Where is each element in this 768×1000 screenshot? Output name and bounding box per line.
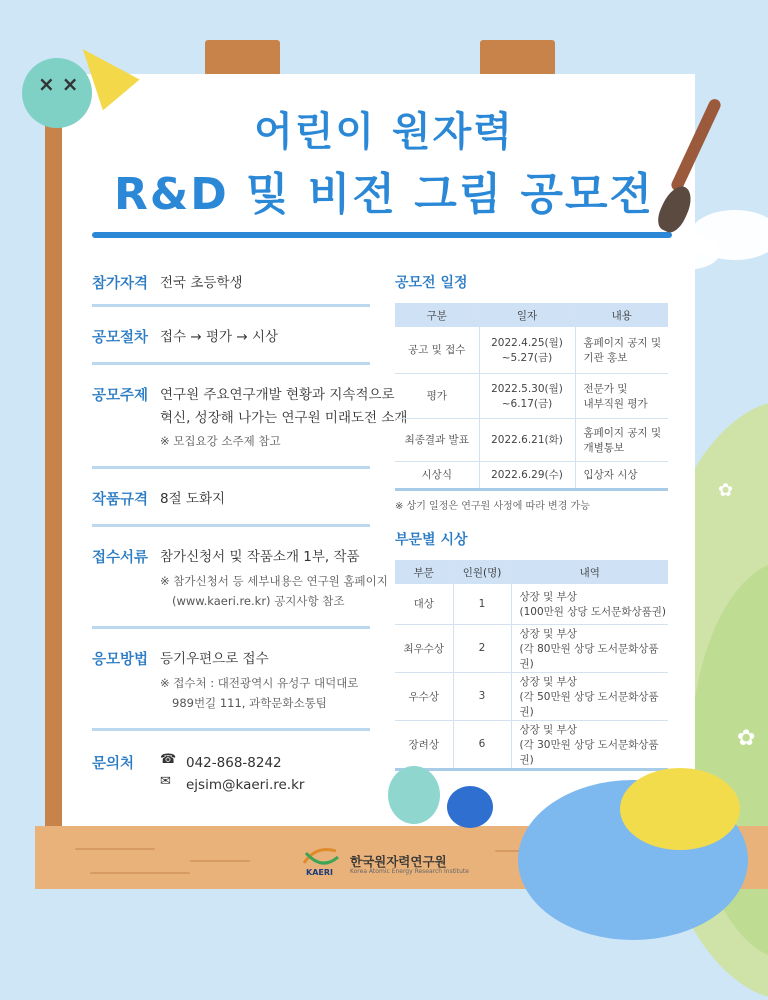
schedule-cell xyxy=(479,373,575,418)
method-note2: 989번길 111, 과학문화소통팀 xyxy=(172,696,327,710)
email-icon: ✉ xyxy=(160,774,171,789)
poster-title-line1: 어린이 원자력 xyxy=(254,109,514,155)
awards-header-cat: 부문 xyxy=(395,560,453,584)
eligibility-label: 참가자격 xyxy=(92,276,149,292)
divider xyxy=(92,466,370,469)
flower-icon: ✿ xyxy=(718,480,734,501)
awards-cell: 우수상 xyxy=(395,672,453,720)
awards-cell: 1 xyxy=(453,584,511,624)
schedule-desc: 내부직원 평가 xyxy=(583,397,648,410)
schedule-cell xyxy=(479,327,575,373)
schedule-cell: 2022.6.29(수) xyxy=(479,461,575,489)
documents-label: 접수서류 xyxy=(92,550,149,566)
flower-icon: ✿ xyxy=(737,726,756,751)
table-row xyxy=(395,720,668,769)
schedule-date: 2022.5.30(월) xyxy=(491,382,563,395)
logo-text: KAERI xyxy=(306,868,333,877)
awards-desc: 상장 및 부상 xyxy=(519,590,577,603)
table-row xyxy=(395,418,668,461)
table-row xyxy=(395,327,668,373)
theme-line2: 혁신, 성장해 나가는 연구원 미래도전 소개 xyxy=(160,410,408,426)
table-row xyxy=(395,584,668,624)
schedule-desc: 기관 홍보 xyxy=(583,351,628,364)
awards-title: 부문별 시상 xyxy=(395,532,468,548)
documents-note2: (www.kaeri.re.kr) 공지사항 참조 xyxy=(172,594,345,608)
kaeri-logo-icon xyxy=(296,843,344,877)
method-note1: ※ 접수처 : 대전광역시 유성구 대덕대로 xyxy=(160,676,359,690)
awards-cell: 3 xyxy=(453,672,511,720)
awards-cell: 최우수상 xyxy=(395,624,453,672)
awards-cell: 2 xyxy=(453,624,511,672)
wood-grain xyxy=(90,872,190,874)
schedule-date: ~6.17(금) xyxy=(501,397,553,410)
awards-table xyxy=(395,560,668,771)
contact-label: 문의처 xyxy=(92,756,135,772)
schedule-note: ※ 상기 일정은 연구원 사정에 따라 변경 가능 xyxy=(395,501,590,512)
phone-icon: ☎ xyxy=(160,752,177,767)
divider xyxy=(92,626,370,629)
awards-desc: (각 50만원 상당 도서문화상품권) xyxy=(519,690,659,718)
awards-desc: 상장 및 부상 xyxy=(519,723,577,736)
easel-top-left xyxy=(205,40,280,76)
org-name: 한국원자력연구원 xyxy=(350,854,447,869)
spec-text: 8절 도화지 xyxy=(160,491,226,507)
divider xyxy=(92,524,370,527)
awards-desc: (100만원 상당 도서문화상품권) xyxy=(519,605,666,618)
table-row xyxy=(395,461,668,489)
procedure-text: 접수 → 평가 → 시상 xyxy=(160,329,279,345)
schedule-date: ~5.27(금) xyxy=(501,351,553,364)
divider xyxy=(92,304,370,307)
awards-desc: 상장 및 부상 xyxy=(519,627,577,640)
awards-header-desc: 내역 xyxy=(511,560,668,584)
schedule-header-date: 일자 xyxy=(479,303,575,327)
schedule-table xyxy=(395,303,668,491)
awards-cell xyxy=(511,624,668,672)
procedure-label: 공모절차 xyxy=(92,330,149,346)
spec-label: 작품규격 xyxy=(92,492,149,508)
yellow-hat-icon xyxy=(620,768,740,850)
theme-line1: 연구원 주요연구개발 현황과 지속적으로 xyxy=(160,387,395,403)
awards-cell: 대상 xyxy=(395,584,453,624)
schedule-desc: 개별통보 xyxy=(583,441,625,454)
method-text: 등기우편으로 접수 xyxy=(160,651,269,667)
schedule-cell: 최종결과 발표 xyxy=(395,418,479,461)
easel-top-right xyxy=(480,40,555,76)
contact-phone[interactable]: 042-868-8242 xyxy=(186,755,282,771)
method-label: 응모방법 xyxy=(92,652,149,668)
contact-email[interactable]: ejsim@kaeri.re.kr xyxy=(186,777,305,793)
schedule-cell: 입상자 시상 xyxy=(575,461,668,489)
wood-grain xyxy=(75,848,155,850)
awards-desc: (각 30만원 상당 도서문화상품권) xyxy=(519,738,659,766)
schedule-cell xyxy=(575,327,668,373)
schedule-desc: 홈페이지 공지 및 xyxy=(583,336,662,349)
awards-cell xyxy=(511,672,668,720)
character-mascot-small xyxy=(388,766,440,824)
schedule-cell: 공고 및 접수 xyxy=(395,327,479,373)
table-row xyxy=(395,373,668,418)
awards-cell: 6 xyxy=(453,720,511,769)
character-mascot-blue xyxy=(447,786,493,828)
schedule-cell xyxy=(575,418,668,461)
documents-text: 참가신청서 및 작품소개 1부, 작품 xyxy=(160,549,360,565)
wood-grain xyxy=(190,860,250,862)
org-sub: Korea Atomic Energy Research Institute xyxy=(350,868,469,875)
awards-desc: 상장 및 부상 xyxy=(519,675,577,688)
title-underline xyxy=(92,232,672,238)
eligibility-text: 전국 초등학생 xyxy=(160,275,243,291)
schedule-header-desc: 내용 xyxy=(575,303,668,327)
theme-note: ※ 모집요강 소주제 참고 xyxy=(160,434,281,448)
schedule-cell: 시상식 xyxy=(395,461,479,489)
schedule-date: 2022.4.25(월) xyxy=(491,336,563,349)
schedule-title: 공모전 일정 xyxy=(395,275,468,291)
awards-cell xyxy=(511,584,668,624)
table-row xyxy=(395,672,668,720)
divider xyxy=(92,728,370,731)
theme-label: 공모주제 xyxy=(92,388,149,404)
documents-note1: ※ 참가신청서 등 세부내용은 연구원 홈페이지 xyxy=(160,574,388,588)
schedule-cell: 평가 xyxy=(395,373,479,418)
awards-desc: (각 80만원 상당 도서문화상품권) xyxy=(519,642,659,670)
awards-header-count: 인원(명) xyxy=(453,560,511,584)
poster-title-line2: R&D 및 비전 그림 공모전 xyxy=(113,169,655,220)
schedule-header-cat: 구분 xyxy=(395,303,479,327)
schedule-desc: 전문가 및 xyxy=(583,382,628,395)
schedule-cell: 2022.6.21(화) xyxy=(479,418,575,461)
schedule-desc: 홈페이지 공지 및 xyxy=(583,426,662,439)
dizzy-eyes-icon: × × xyxy=(38,72,79,96)
divider xyxy=(92,362,370,365)
awards-cell: 장려상 xyxy=(395,720,453,769)
awards-cell xyxy=(511,720,668,769)
table-row xyxy=(395,624,668,672)
schedule-cell xyxy=(575,373,668,418)
